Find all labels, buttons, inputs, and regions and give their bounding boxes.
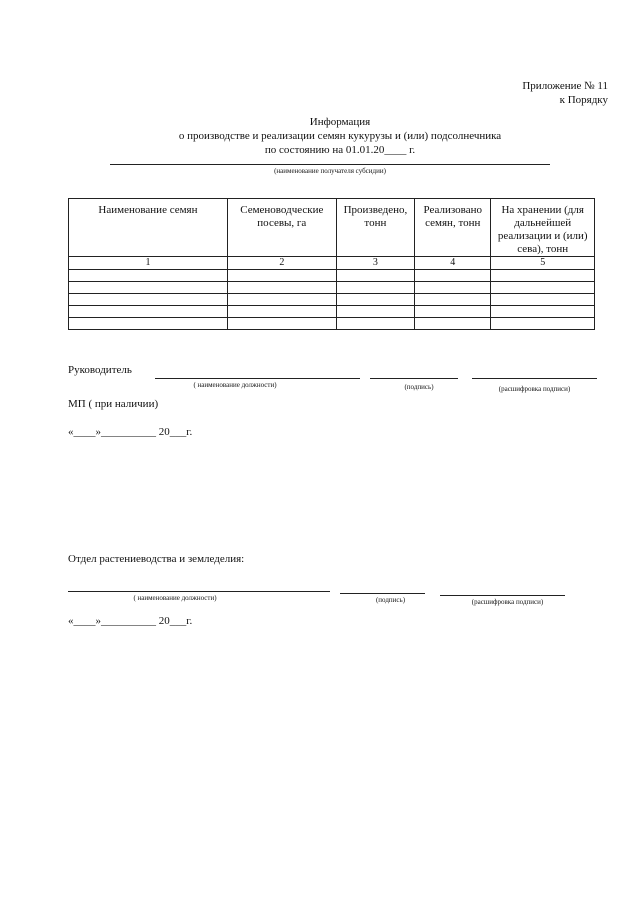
- dept-position-caption: ( наименование должности): [133, 594, 217, 602]
- dept-signature-caption: (подпись): [375, 596, 406, 604]
- dept-decoding-line[interactable]: [440, 595, 565, 596]
- header-in-storage: На хранении (для дальнейшей реализации и (или) сева), тонн: [491, 199, 595, 257]
- document-subtitle: о производстве и реализации семян кукурузы и (или) подсолнечника: [178, 130, 502, 142]
- seeds-table: [68, 198, 595, 330]
- table-cell[interactable]: [227, 282, 336, 294]
- table-cell[interactable]: [415, 306, 491, 318]
- table-number-row: [69, 257, 595, 270]
- table-cell[interactable]: [415, 282, 491, 294]
- table-cell[interactable]: [227, 294, 336, 306]
- head-label: Руководитель: [68, 364, 132, 376]
- table-cell[interactable]: [336, 294, 414, 306]
- table-cell[interactable]: [336, 318, 414, 330]
- appendix-reference: к Порядку: [559, 94, 608, 106]
- table-cell[interactable]: [69, 282, 228, 294]
- table-cell[interactable]: [227, 318, 336, 330]
- head-position-caption: ( наименование должности): [193, 381, 277, 389]
- head-position-line[interactable]: [155, 378, 360, 379]
- table-cell[interactable]: [491, 282, 595, 294]
- table-cell[interactable]: [491, 318, 595, 330]
- document-title: Информация: [309, 116, 371, 128]
- table-cell[interactable]: [415, 270, 491, 282]
- dept-label: Отдел растениеводства и земледелия:: [68, 553, 245, 565]
- table-cell[interactable]: [491, 294, 595, 306]
- head-decoding-line[interactable]: [472, 378, 597, 379]
- table-cell[interactable]: [336, 270, 414, 282]
- table-cell[interactable]: [491, 270, 595, 282]
- table-cell[interactable]: [227, 270, 336, 282]
- column-number: 4: [415, 257, 491, 270]
- table-cell[interactable]: [69, 318, 228, 330]
- table-cell[interactable]: [69, 294, 228, 306]
- table-cell[interactable]: [69, 306, 228, 318]
- table-cell[interactable]: [227, 306, 336, 318]
- header-seed-crops: Семеноводческие посевы, га: [227, 199, 336, 257]
- table-row[interactable]: [69, 270, 595, 282]
- table-header-row: [69, 199, 595, 257]
- head-signature-caption: (подпись): [404, 383, 434, 391]
- recipient-line[interactable]: [110, 164, 550, 165]
- column-number: 3: [336, 257, 414, 270]
- table-cell[interactable]: [415, 294, 491, 306]
- dept-signature-line[interactable]: [340, 593, 425, 594]
- table-cell[interactable]: [491, 306, 595, 318]
- head-decoding-caption: (расшифровка подписи): [498, 385, 571, 393]
- appendix-number: Приложение № 11: [522, 80, 608, 92]
- dept-date[interactable]: «____»__________ 20___г.: [68, 615, 193, 627]
- seal-note: МП ( при наличии): [68, 398, 159, 410]
- column-number: 1: [69, 257, 228, 270]
- dept-decoding-caption: (расшифровка подписи): [471, 598, 544, 606]
- table-row[interactable]: [69, 306, 595, 318]
- column-number: 5: [491, 257, 595, 270]
- head-date[interactable]: «____»__________ 20___г.: [68, 426, 193, 438]
- head-signature-line[interactable]: [370, 378, 458, 379]
- table-cell[interactable]: [336, 306, 414, 318]
- table-row[interactable]: [69, 318, 595, 330]
- table-cell[interactable]: [336, 282, 414, 294]
- table-cell[interactable]: [415, 318, 491, 330]
- dept-position-line[interactable]: [68, 591, 330, 592]
- header-produced: Произведено, тонн: [336, 199, 414, 257]
- document-date-line: по состоянию на 01.01.20____ г.: [264, 144, 416, 156]
- header-seed-name: Наименование семян: [69, 199, 228, 257]
- table-cell[interactable]: [69, 270, 228, 282]
- recipient-caption: (наименование получателя субсидии): [274, 167, 386, 175]
- column-number: 2: [227, 257, 336, 270]
- header-sold: Реализовано семян, тонн: [415, 199, 491, 257]
- table-row[interactable]: [69, 294, 595, 306]
- table-row[interactable]: [69, 282, 595, 294]
